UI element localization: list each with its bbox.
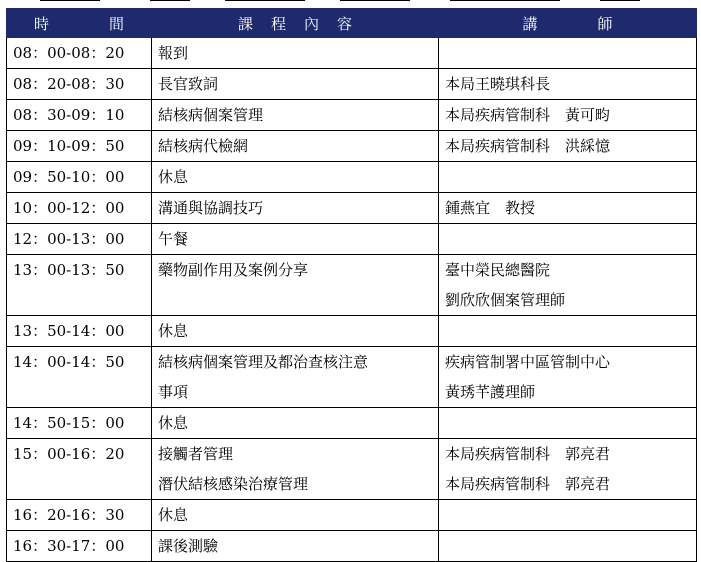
- time-cell: 09：10-09：50: [7, 131, 152, 162]
- time-cell: 12：00-13：00: [7, 224, 152, 255]
- course-cell: [152, 255, 439, 316]
- teacher-line: 黃琇芊護理師: [445, 383, 536, 401]
- teacher-cell: [439, 193, 697, 224]
- time-cell: 08：20-08：30: [7, 69, 152, 100]
- teacher-line: 疾病管制署中區管制中心: [445, 353, 611, 371]
- course-cell: [152, 69, 439, 100]
- teacher-cell: [439, 224, 697, 255]
- header-row: [7, 9, 697, 38]
- teacher-cell: [439, 38, 697, 69]
- course-cell: [152, 347, 439, 408]
- course-line: 報到: [158, 44, 189, 62]
- course-cell: [152, 131, 439, 162]
- top-cropped-text: [0, 0, 701, 8]
- teacher-cell: [439, 347, 697, 408]
- table-row: [7, 316, 697, 347]
- teacher-line: 本局疾病管制科 郭亮君: [445, 445, 611, 463]
- course-cell: [152, 162, 439, 193]
- table-row: [7, 500, 697, 531]
- course-line: 結核病個案管理: [158, 106, 264, 124]
- time-cell: 14：50-15：00: [7, 408, 152, 439]
- table-row: [7, 38, 697, 69]
- course-line: 結核病個案管理及都治查核注意: [158, 353, 369, 371]
- course-cell: [152, 100, 439, 131]
- teacher-line: 劉欣欣個案管理師: [445, 291, 566, 309]
- course-cell: [152, 193, 439, 224]
- table-row: [7, 162, 697, 193]
- teacher-line: 鍾燕宜 教授: [445, 199, 536, 217]
- teacher-cell: [439, 316, 697, 347]
- time-cell: 16：30-17：00: [7, 531, 152, 562]
- table-row: [7, 531, 697, 562]
- course-cell: [152, 408, 439, 439]
- table-row: [7, 131, 697, 162]
- teacher-line: 本局王曉琪科長: [445, 75, 551, 93]
- course-line: 休息: [158, 506, 189, 524]
- course-cell: [152, 500, 439, 531]
- header-teacher: 講 師: [439, 9, 697, 38]
- course-line: 結核病代檢網: [158, 137, 249, 155]
- course-cell: [152, 224, 439, 255]
- time-cell: 13：50-14：00: [7, 316, 152, 347]
- time-cell: 08：00-08：20: [7, 38, 152, 69]
- course-cell: [152, 38, 439, 69]
- course-line: 休息: [158, 168, 189, 186]
- time-cell: 09：50-10：00: [7, 162, 152, 193]
- schedule-table: [6, 8, 697, 562]
- course-cell: [152, 439, 439, 500]
- table-row: [7, 408, 697, 439]
- teacher-cell: [439, 162, 697, 193]
- time-cell: 10：00-12：00: [7, 193, 152, 224]
- table-row: [7, 69, 697, 100]
- teacher-cell: [439, 69, 697, 100]
- teacher-line: 本局疾病管制科 郭亮君: [445, 475, 611, 493]
- course-line: 溝通與協調技巧: [158, 199, 264, 217]
- course-line: 潛伏結核感染治療管理: [158, 475, 309, 493]
- teacher-cell: [439, 531, 697, 562]
- time-cell: 08：30-09：10: [7, 100, 152, 131]
- time-cell: 13：00-13：50: [7, 255, 152, 316]
- teacher-line: 臺中榮民總醫院: [445, 261, 551, 279]
- table-row: [7, 347, 697, 408]
- course-line: 藥物副作用及案例分享: [158, 261, 309, 279]
- table-row: [7, 100, 697, 131]
- course-line: 長官致詞: [158, 75, 219, 93]
- teacher-cell: [439, 439, 697, 500]
- course-cell: [152, 531, 439, 562]
- course-line: 事項: [158, 383, 189, 401]
- course-cell: [152, 316, 439, 347]
- time-cell: 15：00-16：20: [7, 439, 152, 500]
- table-row: [7, 255, 697, 316]
- table-row: [7, 193, 697, 224]
- teacher-cell: [439, 408, 697, 439]
- table-row: [7, 224, 697, 255]
- course-line: 休息: [158, 414, 189, 432]
- teacher-line: 本局疾病管制科 洪綵憶: [445, 137, 611, 155]
- course-line: 午餐: [158, 230, 189, 248]
- time-cell: 16：20-16：30: [7, 500, 152, 531]
- time-cell: 14：00-14：50: [7, 347, 152, 408]
- teacher-cell: [439, 255, 697, 316]
- teacher-cell: [439, 131, 697, 162]
- table-row: [7, 439, 697, 500]
- course-line: 休息: [158, 322, 189, 340]
- course-line: 接觸者管理: [158, 445, 234, 463]
- header-time: 時 間: [7, 9, 152, 38]
- header-course: 課 程 內 容: [152, 9, 439, 38]
- teacher-cell: [439, 500, 697, 531]
- teacher-cell: [439, 100, 697, 131]
- course-line: 課後測驗: [158, 537, 219, 555]
- teacher-line: 本局疾病管制科 黃可畇: [445, 106, 611, 124]
